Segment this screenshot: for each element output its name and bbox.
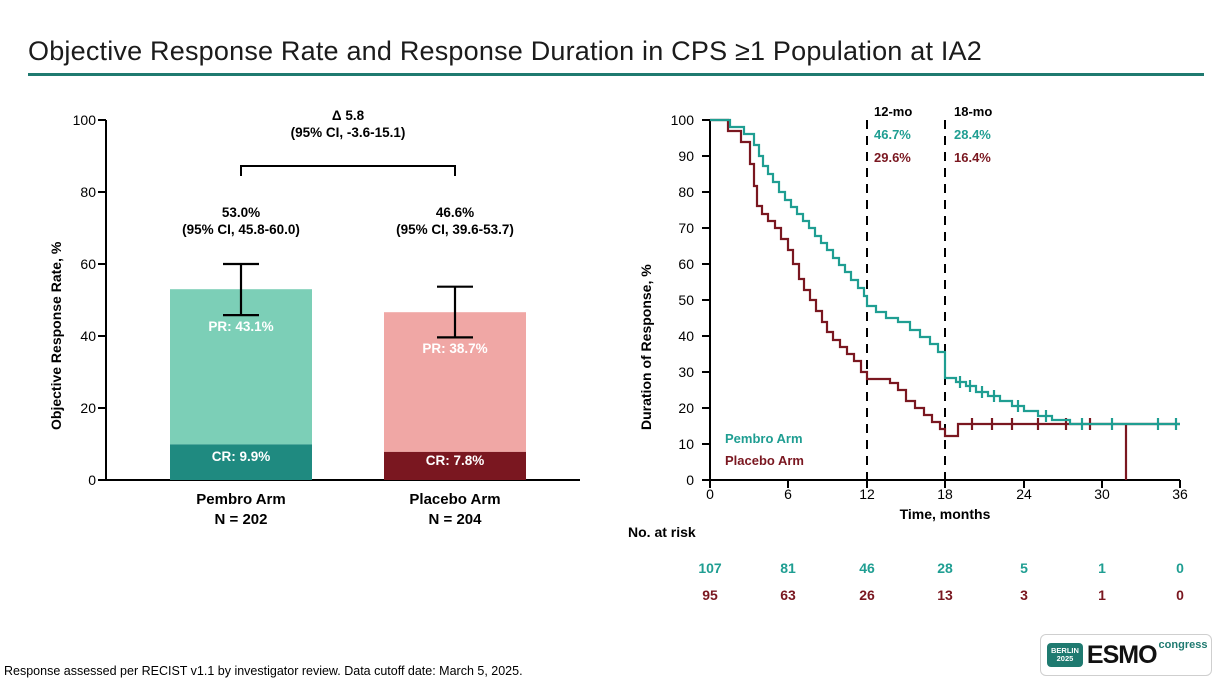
km-y-tick-70: 70 (678, 220, 694, 236)
at-risk-pembro-24: 5 (1020, 560, 1028, 576)
milestone-placebo-12mo: 29.6% (874, 150, 911, 165)
km-x-tick-24: 24 (1016, 486, 1032, 502)
esmo-logo (1040, 634, 1212, 676)
at-risk-pembro-12: 46 (859, 560, 875, 576)
placebo-orr-ci: (95% CI, 39.6-53.7) (396, 221, 514, 237)
bar-y-axis-title: Objective Response Rate, % (48, 241, 64, 430)
km-y-tick-10: 10 (678, 436, 694, 452)
delta-annotation (198, 108, 498, 142)
bar-category-pembro-n: N = 202 (214, 510, 268, 528)
at-risk-pembro-0: 107 (698, 560, 722, 576)
at-risk-title: No. at risk (628, 524, 696, 540)
at-risk-pembro-6: 81 (780, 560, 796, 576)
at-risk-pembro-30: 1 (1098, 560, 1106, 576)
km-y-tick-50: 50 (678, 292, 694, 308)
placebo-orr-annotation (355, 205, 555, 239)
km-x-tick-30: 30 (1094, 486, 1110, 502)
km-y-axis-title: Duration of Response, % (638, 264, 654, 430)
legend-placebo: Placebo Arm (725, 453, 804, 468)
esmo-wordmark: ESMO (1086, 640, 1157, 669)
at-risk-placebo-30: 1 (1098, 587, 1106, 603)
bar-category-placebo (365, 490, 545, 529)
km-y-tick-80: 80 (678, 184, 694, 200)
km-x-tick-18: 18 (937, 486, 953, 502)
pembro-pr-label: PR: 43.1% (208, 319, 274, 334)
milestone-pembro-18mo: 28.4% (954, 127, 991, 142)
at-risk-placebo-0: 95 (702, 587, 718, 603)
placebo-pr-label: PR: 38.7% (422, 341, 488, 356)
pembro-orr-value: 53.0% (221, 205, 261, 220)
delta-value: Δ 5.8 (331, 108, 365, 123)
km-y-tick-100: 100 (670, 112, 694, 128)
pembro-cr-label: CR: 9.9% (211, 449, 271, 464)
bar-y-tick-0: 0 (88, 472, 96, 488)
placebo-cr-label: CR: 7.8% (425, 453, 485, 468)
km-y-tick-40: 40 (678, 328, 694, 344)
pembro-orr-annotation (141, 205, 341, 239)
at-risk-pembro-36: 0 (1176, 560, 1184, 576)
milestone-pembro-12mo: 46.7% (874, 127, 911, 142)
bar-y-tick-40: 40 (80, 328, 96, 344)
esmo-badge-year: 2025 (1056, 654, 1074, 663)
pembro-orr-ci: (95% CI, 45.8-60.0) (182, 221, 300, 237)
bar-category-placebo-name: Placebo Arm (409, 491, 501, 508)
bar-category-placebo-n: N = 204 (428, 510, 482, 528)
legend-pembro: Pembro Arm (725, 431, 803, 446)
km-y-tick-60: 60 (678, 256, 694, 272)
footnote: Response assessed per RECIST v1.1 by investigator review. Data cutoff date: March 5, 2025. (4, 664, 523, 678)
km-chart-panel (620, 100, 1220, 620)
milestone-header-18mo: 18-mo (954, 104, 993, 119)
km-y-tick-90: 90 (678, 148, 694, 164)
esmo-badge (1047, 643, 1083, 667)
at-risk-placebo-6: 63 (780, 587, 796, 603)
km-y-tick-30: 30 (678, 364, 694, 380)
at-risk-placebo-12: 26 (859, 587, 875, 603)
esmo-congress-label: congress (1158, 639, 1208, 651)
at-risk-placebo-24: 3 (1020, 587, 1028, 603)
km-y-tick-0: 0 (686, 472, 694, 488)
delta-ci: (95% CI, -3.6-15.1) (290, 124, 406, 140)
milestone-placebo-18mo: 16.4% (954, 150, 991, 165)
page-title (28, 36, 1204, 76)
milestone-header-12mo: 12-mo (874, 104, 913, 119)
bar-y-tick-80: 80 (80, 184, 96, 200)
placebo-orr-value: 46.6% (435, 205, 475, 220)
esmo-badge-city: BERLIN (1051, 646, 1079, 656)
km-x-tick-12: 12 (859, 486, 875, 502)
at-risk-pembro-18: 28 (937, 560, 953, 576)
bar-chart-panel (20, 100, 620, 570)
at-risk-placebo-18: 13 (937, 587, 953, 603)
km-y-tick-20: 20 (678, 400, 694, 416)
bar-category-pembro (151, 490, 331, 529)
bar-y-tick-100: 100 (72, 112, 96, 128)
km-chart-graphic (620, 100, 1220, 530)
km-x-tick-36: 36 (1172, 486, 1188, 502)
page-title-text: Objective Response Rate and Response Duration in CPS ≥1 Population at IA2 (28, 36, 982, 66)
km-x-tick-0: 0 (706, 486, 714, 502)
km-x-tick-6: 6 (784, 486, 792, 502)
bar-category-pembro-name: Pembro Arm (196, 491, 286, 508)
at-risk-placebo-36: 0 (1176, 587, 1184, 603)
bar-y-tick-60: 60 (80, 256, 96, 272)
bar-y-tick-20: 20 (80, 400, 96, 416)
km-x-axis-title: Time, months (899, 506, 991, 522)
title-divider (28, 73, 1204, 76)
